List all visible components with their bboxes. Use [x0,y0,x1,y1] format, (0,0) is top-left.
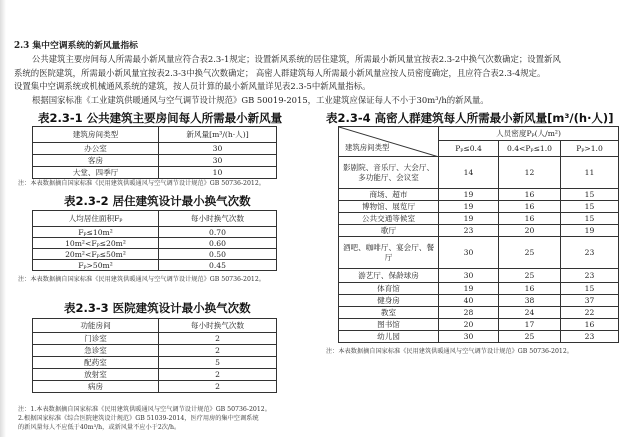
table4-note: 注：本表数据摘自国家标准《民用建筑供暖通风与空气调节设计规范》GB 50736-2012。 [326,348,573,355]
table-cell: 19 [439,213,499,225]
table-cell: 16 [499,201,561,213]
table-cell: 15 [561,189,619,201]
table-cell: 24 [499,307,561,319]
table4-subheader: Pₚ≤0.4 [439,141,499,157]
table-cell: 23 [561,237,619,269]
table2-title: 表2.3-2 居住建筑设计最小换气次数 [64,194,251,208]
table-cell: 14 [439,157,499,189]
table1-note: 注：本表数据摘自国家标准《民用建筑供暖通风与空气调节设计规范》GB 50736-2012。 [18,180,265,187]
table-cell: 25 [499,269,561,283]
table2 [32,210,277,271]
table-cell: Fₚ>50m² [33,260,159,271]
table-cell: 放射室 [33,369,159,381]
intro-line: 系统的医院建筑，所需最小新风量宜按表2.3-3中换气次数确定； 高密人群建筑每人所需最小新风量应按人员密度确定，且应符合表2.3-4规定。 [14,67,546,78]
table3-note-1: 注：1.本表数据摘自国家标准《民用建筑供暖通风与空气调节设计规范》GB 50736-2012。 [18,406,271,413]
table-cell: 16 [499,283,561,295]
section-heading: 2.3 集中空调系统的新风量指标 [14,41,138,51]
table3 [32,318,277,393]
intro-line: 设置集中空调系统或机械通风系统的建筑，按人员计算的最小新风量详见表2.3-5中新风量指标。 [14,81,371,92]
table-cell: 15 [561,201,619,213]
table-cell: 30 [439,237,499,269]
table-cell: 急诊室 [33,345,159,357]
table-cell: 0.70 [159,227,277,238]
table-cell: 2 [159,345,277,357]
table-cell: 病房 [33,381,159,393]
table-cell: 12 [499,157,561,189]
intro-line: 公共建筑主要房间每人所需最小新风量应符合表2.3-1规定；设置新风系统的居住建筑，所需最小新风量宜按表2.3-2中换气次数确定；设置新风 [32,54,561,65]
table-cell: 11 [561,157,619,189]
intro-section [14,40,626,107]
table3-note-3: 的新风量每人不应低于40m³/h，或新风量不应小于2次/h。 [18,424,181,431]
table-cell: 17 [499,319,561,331]
table-cell: 19 [561,225,619,237]
table4-header-building: 建筑房间类型 [345,143,390,152]
table-cell: 歌厅 [339,225,439,237]
table-cell: 25 [499,331,561,343]
table-cell: 15 [561,283,619,295]
table-cell: Fₚ≤10m² [33,227,159,238]
table-cell: 23 [561,269,619,283]
table-cell: 20m²<Fₚ≤50m² [33,249,159,260]
table2-note: 注：本表数据摘自国家标准《民用建筑供暖通风与空气调节设计规范》GB 50736-2012。 [18,276,265,283]
table-cell: 19 [439,189,499,201]
table4-header-diagonal-cell [339,127,439,157]
table1-title: 表2.3-1 公共建筑主要房间每人所需最小新风量 [38,111,283,125]
table-cell: 19 [439,201,499,213]
table4-subheader: 0.4<Pₚ≤1.0 [499,141,561,157]
table-cell: 2 [159,333,277,345]
table-cell: 10 [159,167,277,179]
table-cell: 37 [561,295,619,307]
table1 [32,126,277,179]
table-cell: 40 [439,295,499,307]
table-cell: 20 [499,225,561,237]
table-cell: 15 [561,213,619,225]
table-cell: 10m²<Fₚ≤20m² [33,238,159,249]
table2-header-ach: 每小时换气次数 [159,211,277,227]
table-cell: 体育馆 [339,283,439,295]
table-cell: 2 [159,381,277,393]
table-cell: 16 [499,213,561,225]
table-cell: 23 [439,225,499,237]
table-cell: 0.60 [159,238,277,249]
table2-header-area: 人均居住面积Fₚ [33,211,159,227]
table-cell: 游艺厅、保龄球房 [339,269,439,283]
table-cell: 0.50 [159,249,277,260]
table1-header-airflow: 新风量[m³/(h·人)] [159,127,277,143]
table3-title: 表2.3-3 医院建筑设计最小换气次数 [64,301,251,315]
table3-header-ach: 每小时换气次数 [159,319,277,333]
table-cell: 25 [499,237,561,269]
table-cell: 22 [561,307,619,319]
table-cell: 办公室 [33,143,159,155]
table4-title: 表2.3-4 高密人群建筑每人所需最小新风量[m³/(h·人)] [326,111,614,125]
table-cell: 19 [439,283,499,295]
table-cell: 38 [499,295,561,307]
table-cell: 酒吧、咖啡厅、宴会厅、餐厅 [339,237,439,269]
table-cell: 幼儿园 [339,331,439,343]
table4 [338,126,619,343]
table-cell: 健身房 [339,295,439,307]
table3-note-2: 2.根据国家标准《综合医院建筑设计规范》GB 51039-2014，医疗用房的集中空调系统 [18,415,259,422]
table-cell: 图书馆 [339,319,439,331]
page-edge-shadow [0,0,6,437]
table-cell: 16 [561,319,619,331]
intro-line: 根据国家标准《工业建筑供暖通风与空气调节设计规范》GB 50019-2015，工业建筑应保证每人不小于30m³/h的新风量。 [32,94,489,105]
table-cell: 影剧院、音乐厅、大会厅、多功能厅、会议室 [339,157,439,189]
table-cell: 配药室 [33,357,159,369]
table-cell: 30 [159,155,277,167]
table-cell: 30 [439,269,499,283]
table-cell: 5 [159,357,277,369]
table-cell: 商场、超市 [339,189,439,201]
table-cell: 0.45 [159,260,277,271]
table-cell: 16 [499,189,561,201]
table-cell: 30 [159,143,277,155]
table4-subheader: Pₚ>1.0 [561,141,619,157]
table1-header-type: 建筑房间类型 [33,127,159,143]
table-cell: 30 [439,331,499,343]
table-cell: 门诊室 [33,333,159,345]
table-cell: 大堂、四季厅 [33,167,159,179]
table-cell: 博物馆、展览厅 [339,201,439,213]
table-cell: 客房 [33,155,159,167]
table-cell: 教室 [339,307,439,319]
table-cell: 28 [439,307,499,319]
table-cell: 2 [159,369,277,381]
table-cell: 20 [439,319,499,331]
table3-header-room: 功能房间 [33,319,159,333]
table4-header-density: 人员密度Pₚ(人/m²) [439,127,619,141]
table-cell: 公共交通等候室 [339,213,439,225]
table-cell: 23 [561,331,619,343]
